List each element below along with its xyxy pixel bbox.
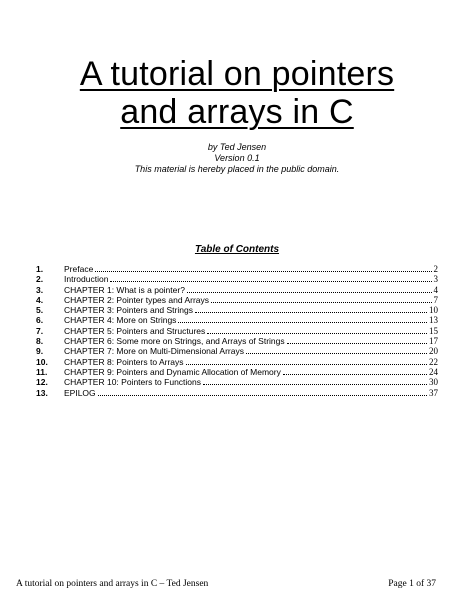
toc-number: 4.: [36, 294, 44, 305]
toc-leader-dots: [187, 285, 432, 293]
toc-row[interactable]: [36, 295, 438, 305]
toc-page-number: 15: [429, 325, 438, 336]
toc-leader-dots: [186, 357, 427, 365]
footer-page-number: Page 1 of 37: [388, 579, 436, 589]
toc-number: 1.: [36, 264, 44, 274]
toc-row[interactable]: [36, 357, 438, 367]
toc-label: CHAPTER 8: Pointers to Arrays: [64, 356, 184, 367]
toc-row[interactable]: [36, 388, 438, 398]
toc-label: CHAPTER 10: Pointers to Functions: [64, 377, 202, 388]
toc-leader-dots: [207, 326, 427, 334]
toc-page-number: 2: [433, 264, 438, 274]
toc-row[interactable]: [36, 346, 438, 356]
toc-label: CHAPTER 6: Some more on Strings, and Arrays of Strings: [64, 336, 285, 347]
toc-leader-dots: [98, 388, 427, 396]
toc-label: CHAPTER 1: What is a pointer?: [64, 284, 185, 295]
toc-label: CHAPTER 4: More on Strings: [64, 315, 177, 326]
toc-label: CHAPTER 9: Pointers and Dynamic Allocation of Memory: [64, 366, 281, 377]
toc-leader-dots: [95, 264, 431, 272]
license-line: This material is hereby placed in the public domain.: [134, 164, 340, 174]
title-text-2: and arrays in C: [120, 93, 354, 131]
toc-label: CHAPTER 5: Pointers and Structures: [64, 325, 206, 336]
toc-number: 12.: [36, 377, 48, 388]
toc-number: 5.: [36, 305, 44, 316]
toc-label: Preface: [64, 264, 94, 274]
toc-number: 10.: [36, 356, 48, 367]
toc-number: 13.: [36, 387, 48, 398]
toc-row[interactable]: [36, 285, 438, 295]
toc-row[interactable]: [36, 367, 438, 377]
toc-page-number: 24: [429, 366, 438, 377]
toc-leader-dots: [211, 295, 431, 303]
toc-page-number: 7: [433, 294, 438, 305]
toc-leader-dots: [110, 274, 431, 282]
toc-page-number: 4: [433, 284, 438, 295]
toc-row[interactable]: [36, 336, 438, 346]
toc-label: CHAPTER 3: Pointers and Strings: [64, 305, 193, 316]
toc-number: 8.: [36, 336, 44, 347]
toc-label: CHAPTER 7: More on Multi-Dimensional Arrays: [64, 346, 244, 357]
toc-label: CHAPTER 2: Pointer types and Arrays: [64, 294, 210, 305]
toc-number: 11.: [36, 366, 48, 377]
toc-label: Introduction: [64, 274, 109, 285]
toc-row[interactable]: [36, 315, 438, 325]
toc-page-number: 20: [429, 346, 438, 357]
toc-heading-text: Table of Contents: [194, 244, 280, 255]
toc-page-number: 13: [429, 315, 438, 326]
toc-page-number: 17: [429, 336, 438, 347]
toc-number: 9.: [36, 346, 44, 357]
toc-number: 3.: [36, 284, 44, 295]
title-line-1: [0, 56, 474, 92]
toc-page-number: 30: [429, 377, 438, 388]
toc-heading: [0, 244, 474, 256]
toc-leader-dots: [195, 305, 427, 313]
table-of-contents: [36, 264, 438, 398]
toc-leader-dots: [287, 336, 427, 344]
title-text-1: A tutorial on pointers: [79, 55, 395, 93]
toc-label: EPILOG: [64, 387, 96, 398]
toc-number: 7.: [36, 325, 44, 336]
toc-page-number: 3: [433, 274, 438, 285]
title-line-2: [0, 94, 474, 130]
toc-page-number: 37: [429, 387, 438, 398]
toc-number: 6.: [36, 315, 44, 326]
toc-leader-dots: [178, 315, 427, 323]
toc-row[interactable]: [36, 274, 438, 284]
toc-page-number: 22: [429, 356, 438, 367]
toc-number: 2.: [36, 274, 44, 285]
footer-title: A tutorial on pointers and arrays in C – Ted Jensen: [16, 579, 209, 589]
toc-row[interactable]: [36, 326, 438, 336]
toc-row[interactable]: [36, 264, 438, 274]
toc-page-number: 10: [429, 305, 438, 316]
toc-row[interactable]: [36, 377, 438, 387]
toc-leader-dots: [246, 346, 427, 354]
author-line: by Ted Jensen: [207, 142, 267, 152]
version-line: Version 0.1: [214, 153, 260, 163]
toc-leader-dots: [283, 367, 427, 375]
toc-row[interactable]: [36, 305, 438, 315]
toc-leader-dots: [203, 377, 427, 385]
